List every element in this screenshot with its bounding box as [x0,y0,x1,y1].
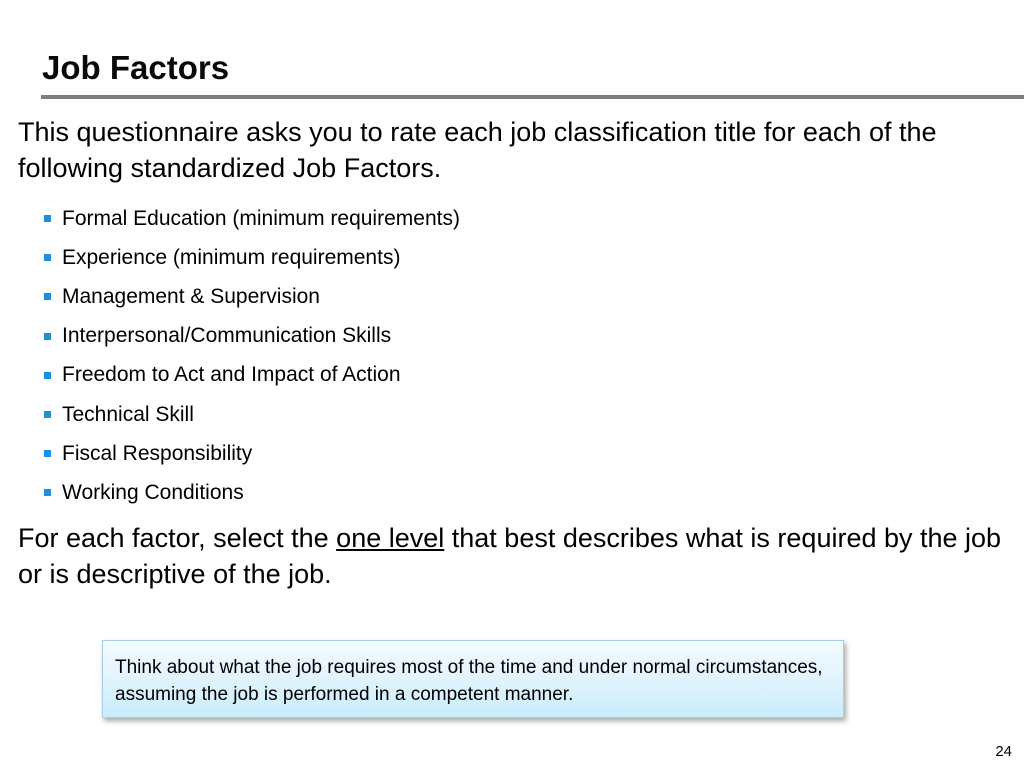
note-callout: Think about what the job requires most of the time and under normal circumstances, assuming the job is performed in a competent manner. [102,640,844,718]
instruction-text-before: For each factor, select the [18,523,337,553]
square-bullet-icon [44,215,51,222]
list-item [44,395,460,434]
factor-label: Formal Education (minimum requirements) [62,206,460,230]
instruction-text-after: that best describes what is required by the job or is descriptive of the job. [18,523,1002,589]
list-item [44,317,460,356]
slide-title: Job Factors [42,49,230,86]
instruction-paragraph [18,520,1008,592]
factor-label: Technical Skill [62,402,194,426]
list-item [44,434,460,473]
job-factor-list [44,199,460,513]
intro-paragraph: This questionnaire asks you to rate each job classification title for each of the following standardized Job Factors. [18,117,937,183]
square-bullet-icon [44,372,51,379]
factor-label: Experience (minimum requirements) [62,245,401,269]
list-item [44,277,460,316]
list-item [44,356,460,395]
page-number: 24 [995,743,1012,760]
title-divider [41,95,1024,99]
list-item [44,473,460,512]
square-bullet-icon [44,333,51,340]
square-bullet-icon [44,450,51,457]
square-bullet-icon [44,489,51,496]
list-item [44,199,460,238]
factor-label: Freedom to Act and Impact of Action [62,363,401,387]
factor-label: Management & Supervision [62,284,320,308]
square-bullet-icon [44,254,51,261]
square-bullet-icon [44,411,51,418]
list-item [44,238,460,277]
factor-label: Interpersonal/Communication Skills [62,324,392,348]
factor-label: Working Conditions [62,480,244,504]
instruction-emphasis: one level [336,523,445,553]
square-bullet-icon [44,293,51,300]
factor-label: Fiscal Responsibility [62,441,253,465]
